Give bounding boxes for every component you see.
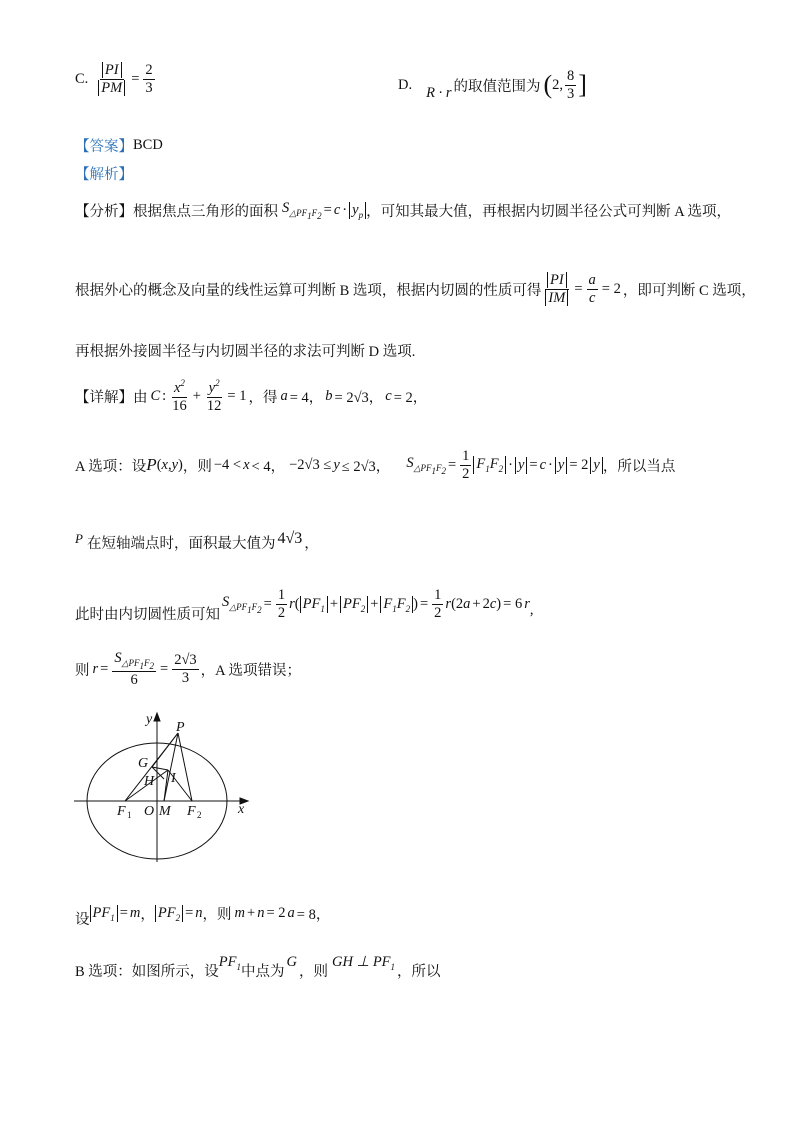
fenxi-text-1a: 根据焦点三角形的面积 [133, 204, 278, 220]
label-f1-sub: 1 [127, 810, 132, 820]
label-f1: F [117, 804, 126, 819]
fenxi-text-1b: ，可知其最大值，再根据内切圆半径公式可判断 A 选项， [366, 204, 731, 220]
label-p: P [176, 720, 185, 735]
mn-line: 设 $PF_1$ = m ， $PF_2$ = n ，则 m + n = 2 a = 8， [75, 904, 331, 928]
option-c: C. $\frac{PI}{PM}$ = $\frac{2}{3}$ [75, 62, 153, 96]
incircle-text: 此时由内切圆性质可知 [75, 607, 220, 623]
b-line-text-a: B 选项：如图所示，设 [75, 964, 219, 980]
b-line-text-c: ，则 [299, 964, 328, 980]
label-i: I [171, 771, 176, 786]
fenxi-label: 【分析】 [75, 204, 133, 220]
answer-line [75, 135, 163, 156]
fenxi-text-2b: ，即可判断 C 选项， [622, 282, 756, 299]
a-wrong-text: ，A 选项错误； [200, 662, 301, 679]
a-line-text-a: A 选项：设 [75, 458, 147, 475]
detail-you: 由 [133, 389, 148, 406]
fenxi-text-3: 再根据外接圆半径与内切圆半径的求法可判断 D 选项. [75, 344, 416, 360]
label-o: O [144, 804, 155, 819]
a-line-text-b: ，则 [182, 458, 212, 475]
b-line-text-d: ，所以 [397, 964, 441, 980]
r-line: 则 r = $\frac{S_{\triangle PF_1F_2}}{6}$ = $\frac{2√3}{3}$ ，A 选项错误； [75, 650, 301, 689]
ze-text: 则 [75, 662, 90, 679]
option-b-line: B 选项：如图所示，设 $PF_1$ 中点为 G ，则 GH ⊥ $PF_1$ ，所以 [75, 953, 441, 980]
b-line-text-b: 中点为 [241, 964, 285, 980]
label-y: y [146, 712, 153, 727]
analysis-heading [75, 163, 133, 184]
p-line-text: 在短轴端点时，面积最大值为 [86, 536, 276, 552]
option-d-text: 的取值范围为 [453, 78, 541, 95]
answer-value: BCD [133, 137, 163, 153]
incircle-line: 此时由内切圆性质可知 $S_{\triangle PF_1F_2}$ = $\frac{1}{2}$ r ( $PF_1$ + $PF_2$ + $F_1F_2$ ) = $\frac{1}{2}$ r (2 a + 2 c ) = 6 r , [75, 587, 534, 623]
label-h: H [144, 774, 155, 789]
label-m: M [159, 804, 171, 819]
detail-line: 【详解】 由 C : $\frac{x^2}{16}$ + $\frac{y^2}{12}$ = 1 ，得 a = 4， b = 2√3， c = 2， [75, 378, 428, 414]
she-text: 设 [75, 912, 90, 928]
detail-de: ，得 [248, 389, 278, 406]
label-x: x [238, 802, 245, 817]
option-c-formula: $\frac{PI}{PM}$ [96, 62, 127, 96]
label-g: G [138, 756, 149, 771]
option-a-line: A 选项：设 P ( x , y ) ，则 −4 < x < 4， −2√3 ≤ y ≤ 2√3， $S_{\triangle PF_1F_2}$ = $\frac{1}{2}$ $F_1F_2$ · y = c · y = 2 y ，所以当点 [75, 448, 676, 482]
analysis-label: 【解析】 [75, 167, 133, 183]
fenxi-line-1: 【分析】 根据焦点三角形的面积 $S_{\triangle PF_1F_2}$ = c · $y_p$ ，可知其最大值，再根据内切圆半径公式可判断 A 选项， [75, 200, 731, 221]
option-c-label: C. [75, 70, 89, 87]
fenxi-text-2a: 根据外心的概念及向量的线性运算可判断 B 选项，根据内切圆的性质可得 [75, 282, 542, 299]
p-line: P 在短轴端点时，面积最大值为 4√3 ， [75, 529, 319, 552]
ze2-text: ，则 [202, 907, 232, 923]
fenxi-line-2: 根据外心的概念及向量的线性运算可判断 B 选项，根据内切圆的性质可得 $\frac{PI}{IM}$ = $\frac{a}{c}$ = 2 ，即可判断 C 选项， [75, 272, 756, 306]
detail-label: 【详解】 [75, 389, 133, 406]
answer-label: 【答案】 [75, 139, 133, 155]
fenxi-line-3 [75, 340, 415, 361]
ellipse-figure [70, 710, 260, 870]
option-d-label: D. [398, 76, 413, 93]
a-line-text-c: ，所以当点 [602, 458, 676, 475]
label-f2: F [187, 804, 196, 819]
option-d: D. R · r 的取值范围为 ( 2, $\frac{8}{3}$ ] [398, 68, 587, 102]
label-f2-sub: 2 [197, 810, 202, 820]
